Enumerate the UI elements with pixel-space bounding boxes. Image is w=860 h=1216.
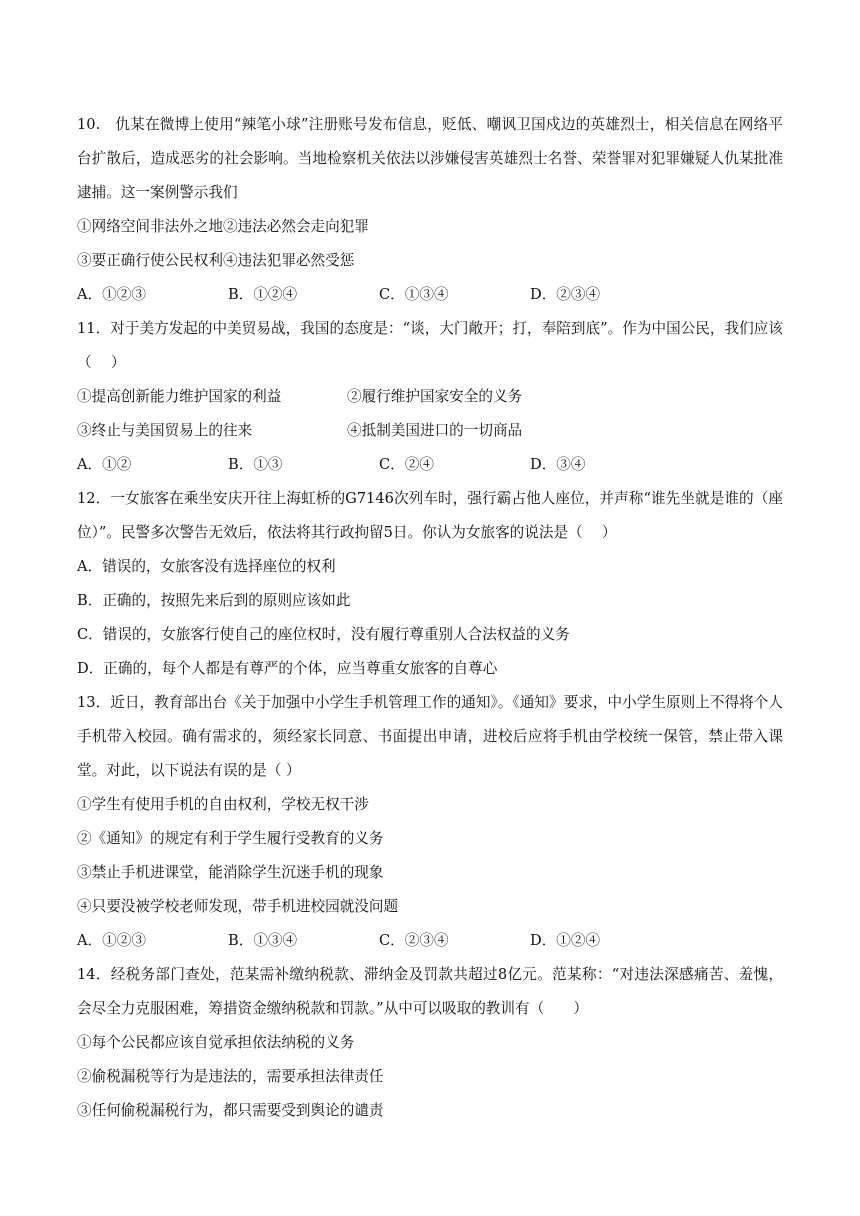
question-12-choice-c[interactable]: C．错误的，女旅客行使自己的座位权时，没有履行尊重别人合法权益的义务 (77, 626, 570, 643)
question-13-item-1: ①学生有使用手机的自由权利，学校无权干涉 (77, 796, 369, 813)
question-10-item-1: ①网络空间非法外之地②违法必然会走向犯罪 (77, 218, 369, 235)
option-d[interactable]: D．②③④ (530, 286, 601, 303)
question-12-stem: 12．一女旅客在乘坐安庆开往上海虹桥的G7146次列车时，强行霸占他人座位，并声称“谁先坐就是谁的（座位）”。民警多次警告无效后，依法将其行政拘留5日。你认为女旅客的说法是（ ） (77, 490, 783, 541)
question-13-stem: 13．近日，教育部出台《关于加强中小学生手机管理工作的通知》。《通知》要求，中小学生原则上不得将个人手机带入校园。确有需求的，须经家长同意、书面提出申请，进校后应将手机由学校统一保管，禁止带入课堂。对此，以下说法有误的是（ ） (77, 694, 783, 779)
option-d[interactable]: D．③④ (530, 456, 586, 473)
question-14-item-3: ③任何偷税漏税行为，都只需要受到舆论的谴责 (77, 1102, 384, 1119)
question-11-item-1: ①提高创新能力维护国家的利益 (77, 388, 282, 405)
question-14-stem: 14．经税务部门查处，范某需补缴纳税款、滞纳金及罚款共超过8亿元。范某称：“对违法深感痛苦、羞愧，会尽全力克服困难，筹措资金缴纳税款和罚款。”从中可以吸取的教训有（ ） (77, 966, 783, 1017)
question-11-item-row-2 (77, 414, 783, 448)
question-12-choice-a[interactable]: A．错误的，女旅客没有选择座位的权利 (77, 558, 336, 575)
question-10 (77, 108, 783, 312)
option-c[interactable]: C．①③④ (379, 286, 449, 303)
question-11-stem: 11．对于美方发起的中美贸易战，我国的态度是：“谈，大门敞开；打，奉陪到底”。作为中国公民，我们应该 （ ） (77, 320, 783, 371)
option-a[interactable]: A．①②③ (77, 286, 146, 303)
question-13-item-3: ③禁止手机进课堂，能消除学生沉迷手机的现象 (77, 864, 384, 881)
question-10-item-2: ③要正确行使公民权利④违法犯罪必然受惩 (77, 252, 355, 269)
question-11 (77, 312, 783, 482)
option-c[interactable]: C．②③④ (379, 932, 449, 949)
question-10-options (77, 278, 783, 312)
option-c[interactable]: C．②④ (379, 456, 434, 473)
question-13-item-2: ②《通知》的规定有利于学生履行受教育的义务 (77, 830, 384, 847)
option-a[interactable]: A．①②③ (77, 932, 146, 949)
option-b[interactable]: B．①③ (228, 456, 283, 473)
question-14-item-2: ②偷税漏税等行为是违法的，需要承担法律责任 (77, 1068, 384, 1085)
question-13 (77, 686, 783, 958)
question-12-choice-b[interactable]: B．正确的，按照先来后到的原则应该如此 (77, 592, 351, 609)
question-14 (77, 958, 783, 1128)
question-11-item-3: ③终止与美国贸易上的往来 (77, 422, 253, 439)
question-13-options (77, 924, 783, 958)
option-b[interactable]: B．①③④ (228, 932, 298, 949)
question-13-item-4: ④只要没被学校老师发现，带手机进校园就没问题 (77, 898, 399, 915)
question-10-stem: 10. 仇某在微博上使用“辣笔小球”注册账号发布信息，贬低、嘲讽卫国戍边的英雄烈士，相关信息在网络平台扩散后，造成恶劣的社会影响。当地检察机关依法以涉嫌侵害英雄烈士名誉、荣誉罪对犯罪嫌疑人仇某批准逮捕。这一案例警示我们 (77, 116, 783, 201)
question-14-item-1: ①每个公民都应该自觉承担依法纳税的义务 (77, 1034, 355, 1051)
option-a[interactable]: A．①② (77, 456, 132, 473)
question-11-item-row-1 (77, 380, 783, 414)
option-d[interactable]: D．①②④ (530, 932, 601, 949)
question-12-choice-d[interactable]: D．正确的，每个人都是有尊严的个体，应当尊重女旅客的自尊心 (77, 660, 498, 677)
question-11-options (77, 448, 783, 482)
question-11-item-4: ④抵制美国进口的一切商品 (347, 422, 523, 439)
option-b[interactable]: B．①②④ (228, 286, 298, 303)
question-content (77, 108, 783, 1128)
question-11-item-2: ②履行维护国家安全的义务 (347, 388, 523, 405)
question-12 (77, 482, 783, 686)
